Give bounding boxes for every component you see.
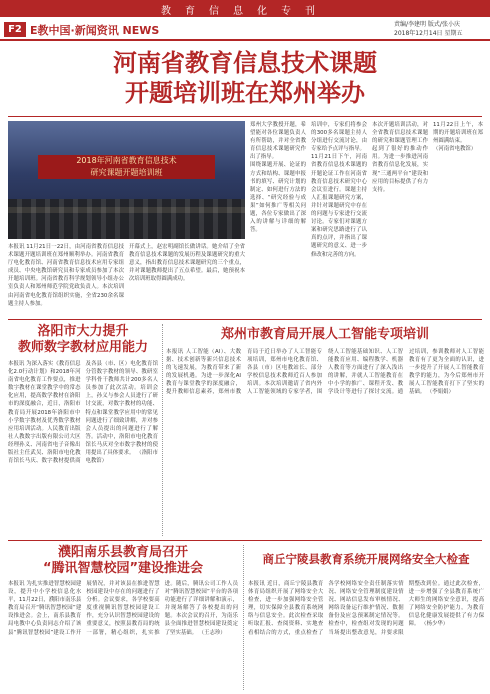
headline-rule <box>8 116 482 117</box>
lead-headline <box>0 48 490 108</box>
lead-paragraph: 11月22日上午，本期的开题培训班在郑州圆满结束。 <box>433 122 483 145</box>
shangqiu-credit: （杨少华） <box>421 621 449 628</box>
photo-banner-line2: 研究课题开题培训班 <box>90 168 163 177</box>
lead-credit: （河南省电教馆） <box>433 146 477 153</box>
lead-col-5 <box>372 121 428 315</box>
editor-line: 责编/李建明 版式/张小庆 <box>394 21 460 28</box>
motto-text: 教育信息化专刊 <box>161 6 329 17</box>
section-title: E教中国·新闻资讯 NEWS <box>30 24 160 37</box>
zhengzhou-body <box>166 348 484 536</box>
lead-paragraph: 郑州大学教授开题，希望能对各位课题负责人有所帮助，并对全省教育信息技术课题研究作出了指导。 <box>250 122 306 161</box>
zhengzhou-credit: （李娟娟） <box>426 389 454 396</box>
lead-photo <box>8 121 245 239</box>
lead-paragraph: 本次开题培训活动，对全省教育信息技术课题的研究和课题管理工作起到了很好的推动作用。为进一步推进河南省教育信息化发展，实现“三通两平台”建设和应用的目标提供了有力支持。 <box>372 122 428 193</box>
zhengzhou-paragraph: 本报讯 人工智能（AI）、大数据、技术创新等新兴信息技术的飞速发展，为教育带来了新的发展机遇。为进一步深化AI教育与课堂教学的深度融合，提升教师信息素养，郑州市教育局于近日举办了人工智能专项培训，郑州市电化教育馆、各县（市）区电教站长、部分学校信息技术教师近百人参加培训。本次培训邀请了省内外人工智能领域的专家学者，围绕人工智能基础知识、人工智能教育应用、编程教学、机器人教育等方面进行了深入浅出的讲解，并就人工智能教育在中小学的推广、课程开发、教学设计等进行了探讨交流。通过培训，参训教师对人工智能教育有了更为全面的认识，进一步提升了开展人工智能教育教学的能力，为今后郑州市开展人工智能教育打下了坚实的基础。 <box>166 349 484 396</box>
zhengzhou-headline: 郑州市教育局开展人工智能专项培训 <box>220 327 429 342</box>
lead-paragraph: 本报讯 11月21日一22日，由河南省教育信息技术课题开题培训班在郑州顺利举办。河南省教育厅电化教育馆、河南省教育信息技术应用专家组成员、中央电教馆研究员和专家成员参加了本次开题培训班。河南省教育科学规划领导小组办公室负责人和郑州师范学院党政负责人。本次培训由河南省电化教育馆组织实施，全省230余名课题主持人参加。 <box>8 244 124 307</box>
shangqiu-headline: 商丘宁陵县教育系统开展网络安全大检查 <box>262 552 470 566</box>
shangqiu-paragraph: 本报讯 近日，商丘宁陵县教育体育局组织开展了网络安全大检查，进一步加强网络安全管理，切实保障全县教育系统网络与信息安全。此次检查采取听取汇报、查阅资料、实地查看相结合的方式，重点检查了各学校网络安全责任制落实情况、网络安全管理制度建设情况、网站信息发布审核情况、网络设备运行维护情况、数据备份及应急预案制定情况等。检查中，检查组对发现的问题当场提出整改意见，并要求限期整改到位。通过此次检查，进一步增强了全县教育系统广大师生的网络安全意识，提高了网络安全防护能力，为教育信息化健康发展提供了有力保障。 <box>248 581 484 636</box>
lead-col-1 <box>8 243 124 315</box>
puyang-body <box>8 580 238 690</box>
lead-headline-line1: 河南省教育信息技术课题 <box>113 49 377 77</box>
luoyang-headline <box>8 324 158 356</box>
lead-col-6 <box>433 121 483 315</box>
lead-paragraph: 开幕式上，赵宏明副馆长做讲话。她介绍了全省教育信息技术课题的发展历程及课题研究的重大意义，指出教育信息技术课题研究的三个重点，并对课题教师提出了五点希望。最后，她预祝本次培训班取得圆满成功。 <box>129 244 245 283</box>
puyang-headline-line1: 濮阳南乐县教育局召开 <box>57 545 188 560</box>
lead-headline-line2: 开题培训班在郑州举办 <box>125 79 365 107</box>
luoyang-body <box>8 360 158 536</box>
puyang-headline <box>8 545 238 577</box>
lead-paragraph: 11月21日下午，河南省教育信息技术课题的开题论证工作在河南省教育信息技术研究中心会议室进行。课题主持人汇报课题研究方案，并针对课题研究中存在的问题与专家进行交流讨论。专家们对课题方案和研究思路进行了认真的点评，并指出了课题研究的意义、进一步修改和完善的方向。 <box>311 154 367 258</box>
date-line: 2018年12月14日 星期五 <box>394 30 463 37</box>
photo-banner-line1: 2018年河南省教育信息技术 <box>76 156 177 165</box>
column-divider <box>162 324 163 536</box>
luoyang-paragraph: 本报讯 为深入落实《教育信息化2.0行动计划》和2018年河南省电化教育工作要点，推进数字教材在课堂教学中的常态化应用，提高数学教材在洛阳市的深度融合，近日，洛阳市教育局开展2018年洛阳市中小学数字教材及优秀数学教材应用培训活动。人民教育出版社人教数字出版有限公司大区经理孙义、河南省电子音像出版社主任武吴、洛阳市电化教育馆长马庆、数字教材提供商及各县（市、区）电化教育馆分管数字教材的领导、教研室学科骨干教师共计200多名人员参加了此次活动。培训会上，孙义与参会人员进行了研讨交流，对数字教材的功能、特点和课堂教学应用中的常见问题进行了细致讲解，并对参会人员提出的问题进行了解答。活动中，洛阳市电化教育馆长马庆对全市数字教材的使用提出了具体要求。 <box>8 361 158 465</box>
puyang-headline-line2: “腾讯智慧校园”建设推进会 <box>42 561 204 576</box>
photo-audience <box>8 199 245 239</box>
shangqiu-body <box>248 580 484 690</box>
issue-meta <box>394 20 484 38</box>
photo-banner <box>38 155 215 179</box>
motto-bar <box>0 0 490 17</box>
column-divider <box>243 545 244 690</box>
masthead <box>0 19 490 41</box>
lead-col-3 <box>250 121 306 315</box>
page-number: F2 <box>4 22 26 37</box>
luoyang-headline-line2: 教师数字教材应用能力 <box>17 340 148 355</box>
lead-col-4 <box>311 121 367 315</box>
lead-paragraph: 培训中，专家们将参会的300多名课题主持人分组进行交流讨论，由专家给予点评与指导。 <box>311 122 367 153</box>
luoyang-credit: （洛阳市电教馆） <box>85 450 158 465</box>
luoyang-headline-line1: 洛阳市大力提升 <box>37 324 129 339</box>
lead-col-2 <box>129 243 245 315</box>
puyang-paragraph: 本报讯 为扎实推进智慧校园建设，提升中小学校信息化水平，11月22日，濮阳市南乐县教育局召开“腾讯智慧校园”建设推进会。会上，南乐县教育局电教中心负责同志介绍了该县“腾讯智慧校园”建设工作开展情况，并对该县在推进智慧校园建设中存在的问题进行了分析。会议要求，各学校要高度重视腾讯智慧校园建设工作，充分认识智慧校园建设的重要意义，按照县教育局的统一部署，精心组织，扎实推进。随后，腾讯公司工作人员对“腾讯智慧校园”平台的各项功能进行了详细讲解和演示，并现场解答了各校提出的问题。本次会议的召开，为南乐县全面推进智慧校园建设奠定了坚实基础。 <box>8 581 238 636</box>
puyang-credit: （王志珍） <box>198 629 226 636</box>
section-divider <box>8 319 482 320</box>
lead-paragraph: 围绕课题开展、论证的方式和结构、课题申报书的填写、研究计划的制定、如何进行方法的选择、“研究经验与成果”如何推广等相关问题，各位专家做出了深入的讲解与详细的解答。 <box>250 162 306 234</box>
section-divider <box>8 540 482 541</box>
